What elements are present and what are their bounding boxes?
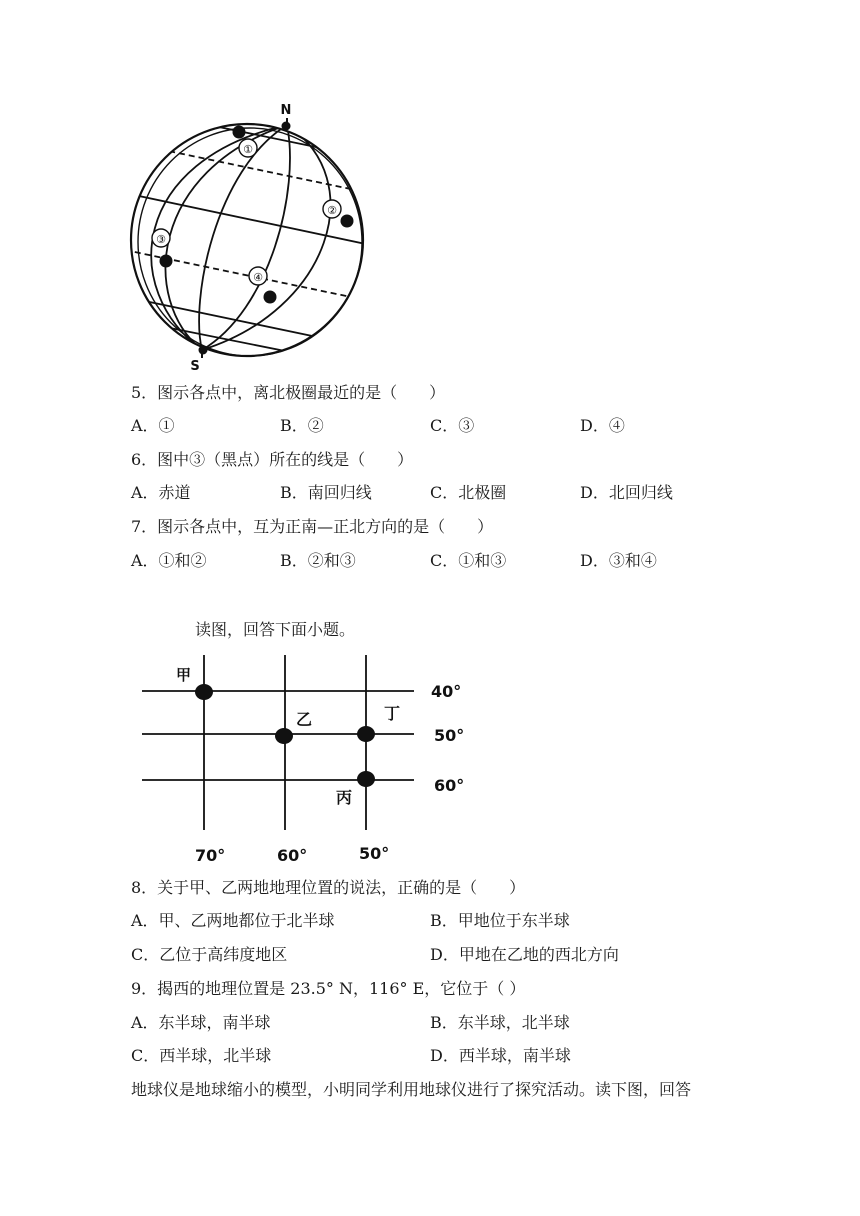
q9-option-c[interactable]: C．西半球，北半球: [131, 1046, 272, 1065]
section-intro: 读图，回答下面小题。: [195, 620, 356, 639]
q5-option-c[interactable]: C．③: [430, 416, 475, 435]
marker-4: ④: [253, 271, 263, 284]
q7-option-b[interactable]: B．②和③: [280, 551, 356, 570]
lat-label-50: 50°: [434, 726, 465, 745]
q5-option-d[interactable]: D．④: [580, 416, 625, 435]
q5-stem: 5．图示各点中，离北极圈最近的是（ ）: [131, 383, 446, 402]
next-section-text: 地球仪是地球缩小的模型，小明同学利用地球仪进行了探究活动。读下图，回答: [131, 1080, 692, 1099]
q8-option-c[interactable]: C．乙位于高纬度地区: [131, 945, 288, 964]
q8-option-b[interactable]: B．甲地位于东半球: [430, 911, 570, 930]
ding-dot: [357, 726, 375, 742]
q6-option-b[interactable]: B．南回归线: [280, 483, 372, 502]
meridian: [199, 125, 287, 350]
lon-label-70: 70°: [195, 846, 226, 865]
north-pole-dot: [282, 122, 291, 131]
q8-option-d[interactable]: D．甲地在乙地的西北方向: [430, 945, 619, 964]
globe-figure: [120, 95, 380, 375]
q8-option-a[interactable]: A．甲、乙两地都位于北半球: [131, 911, 335, 930]
q7-stem: 7．图示各点中，互为正南—正北方向的是（ ）: [131, 517, 494, 536]
q5-option-b[interactable]: B．②: [280, 416, 324, 435]
q8-stem: 8．关于甲、乙两地地理位置的说法，正确的是（ ）: [131, 878, 526, 897]
north-label: N: [280, 103, 292, 118]
marker-3: ③: [156, 233, 166, 246]
q9-option-d[interactable]: D．西半球，南半球: [430, 1046, 571, 1065]
lon-label-50: 50°: [359, 844, 390, 863]
point-3-dot: [160, 255, 173, 268]
lat-label-60: 60°: [434, 776, 465, 795]
q7-option-c[interactable]: C．①和③: [430, 551, 507, 570]
q7-option-a[interactable]: A．①和②: [131, 551, 207, 570]
marker-2: ②: [327, 204, 337, 217]
q6-stem: 6．图中③（黑点）所在的线是（ ）: [131, 450, 414, 469]
bing-label: 丙: [336, 788, 353, 807]
q6-option-c[interactable]: C．北极圈: [430, 483, 507, 502]
q9-stem: 9．揭西的地理位置是 23.5° N，116° E，它位于（ ）: [131, 979, 526, 998]
q7-option-d[interactable]: D．③和④: [580, 551, 657, 570]
lon-label-60: 60°: [277, 846, 308, 865]
ding-label: 丁: [384, 704, 401, 723]
point-1-dot: [233, 126, 246, 139]
jia-label: 甲: [176, 666, 192, 684]
q9-option-b[interactable]: B．东半球，北半球: [430, 1013, 570, 1032]
yi-dot: [275, 728, 293, 744]
grid-figure: [130, 650, 480, 870]
bing-dot: [357, 771, 375, 787]
q5-option-a[interactable]: A．①: [131, 416, 175, 435]
point-2-dot: [341, 215, 354, 228]
lat-label-40: 40°: [431, 682, 462, 701]
point-4-dot: [264, 291, 277, 304]
q6-option-a[interactable]: A．赤道: [131, 483, 191, 502]
south-pole-dot: [199, 346, 208, 355]
q6-option-d[interactable]: D．北回归线: [580, 483, 673, 502]
jia-dot: [195, 684, 213, 700]
yi-label: 乙: [296, 710, 313, 729]
south-label: S: [190, 359, 200, 374]
marker-1: ①: [243, 143, 253, 156]
q9-option-a[interactable]: A．东半球，南半球: [131, 1013, 271, 1032]
